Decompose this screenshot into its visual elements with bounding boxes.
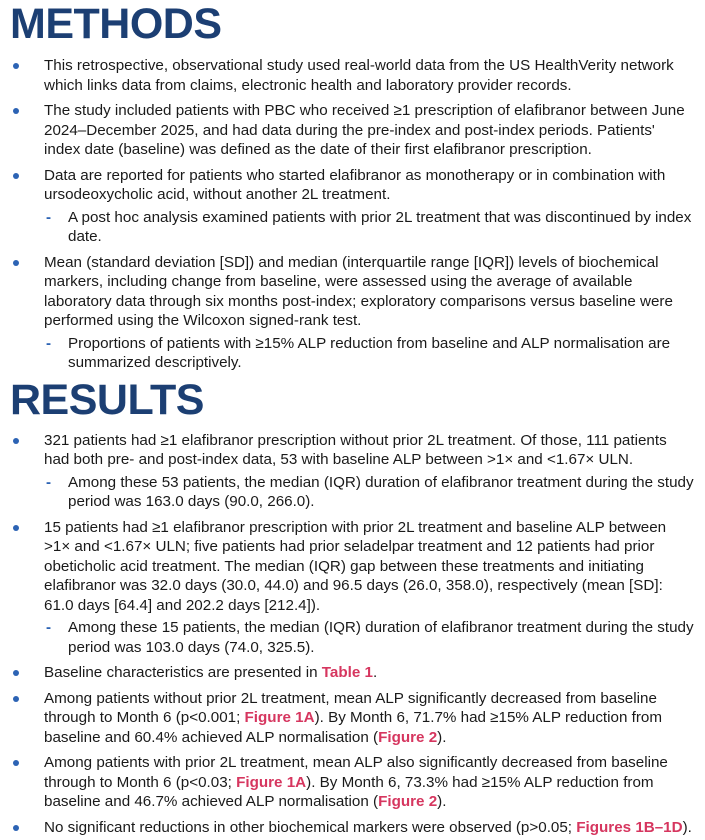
figures-1b-1d-reference-link[interactable]: Figures 1B–1D: [576, 818, 683, 836]
sub-bullet-text: Among these 53 patients, the median (IQR) duration of elafibranor treatment during the study period was 163.0 days (90.0, 266.0).: [68, 473, 694, 510]
dash-icon: -: [46, 619, 52, 636]
results-list: [10, 431, 695, 838]
bullet-icon: [13, 108, 19, 114]
methods-sub-bullet-3: [10, 208, 695, 247]
figure-1a-reference-link[interactable]: Figure 1A: [244, 709, 315, 726]
bullet-text: This retrospective, observational study used real-world data from the US HealthVerity network which links data from claims, electronic health and laboratory provider records.: [44, 57, 674, 94]
bullet-text-pre: Among patients with prior 2L treatment, mean ALP also significantly decreased from baseline through to Month 6 (p<0.03;: [44, 754, 668, 791]
methods-bullet-4: [10, 253, 695, 331]
bullet-icon: [13, 825, 19, 831]
bullet-text-post: ).: [437, 728, 447, 746]
methods-sub-bullet-4: [10, 334, 695, 373]
bullet-text-post: ).: [437, 793, 447, 810]
methods-bullet-1: [10, 56, 695, 95]
bullet-text-pre: Baseline characteristics are presented in: [44, 664, 322, 681]
results-bullet-3: [10, 663, 695, 683]
bullet-icon: [13, 173, 19, 179]
results-bullet-2: [10, 518, 695, 616]
bullet-text-mid: ). By Month 6, 71.7% had ≥15% ALP reduction from baseline and 60.4% achieved ALP normalisation (: [44, 709, 663, 746]
bullet-text-pre: Among patients without prior 2L treatment, mean ALP significantly decreased from baseline through to Month 6 (p<0.001;: [44, 689, 657, 726]
methods-list: [10, 56, 695, 373]
bullet-text-post: .: [372, 664, 378, 681]
table-1-reference-link[interactable]: Table 1: [321, 664, 373, 681]
methods-bullet-3: [10, 166, 695, 205]
bullet-text: 321 patients had ≥1 elafibranor prescription without prior 2L treatment. Of those, 111 patients had both pre- and post-index data, 53 with baseline ALP between >1× and <1.67× ULN.: [44, 431, 667, 468]
bullet-icon: [13, 670, 19, 676]
dash-icon: -: [46, 473, 52, 491]
results-sub-bullet-2: [10, 618, 695, 657]
sub-bullet-text: Proportions of patients with ≥15% ALP reduction from baseline and ALP normalisation are summarized descriptively.: [68, 334, 671, 371]
bullet-icon: [13, 63, 19, 69]
bullet-text-post: ).: [682, 818, 692, 836]
bullet-text-mid: ). By Month 6, 73.3% had ≥15% ALP reduction from baseline and 46.7% achieved ALP normalisation (: [44, 773, 654, 810]
results-bullet-1: [10, 431, 695, 470]
methods-bullet-2: [10, 101, 695, 160]
figure-2-reference-link[interactable]: Figure 2: [378, 728, 438, 746]
dash-icon: -: [46, 334, 52, 352]
bullet-icon: [13, 525, 19, 531]
bullet-text: The study included patients with PBC who received ≥1 prescription of elafibranor between June 2024–December 2025, and had data during the pre-index and post-index periods. Patients' index date (baseline) was defined as the date of their first elafibranor prescription.: [44, 102, 685, 158]
methods-heading: METHODS: [10, 0, 222, 48]
sub-bullet-text: A post hoc analysis examined patients with prior 2L treatment that was discontinued by index date.: [68, 208, 692, 245]
bullet-icon: [13, 696, 19, 702]
bullet-text: 15 patients had ≥1 elafibranor prescription with prior 2L treatment and baseline ALP between >1× and <1.67× ULN; five patients had prior seladelpar treatment and 12 patients had prior obeticholic acid treatment. The median (IQR) gap between these treatments and initiating elafibranor was 32.0 days (30.0, 44.0) and 96.5 days (26.0, 358.0), respectively (mean [SD]: 61.0 days [64.4] and 202.2 days [212.4]).: [44, 518, 667, 614]
results-heading: RESULTS: [10, 375, 204, 424]
bullet-icon: [13, 260, 19, 266]
bullet-text: Data are reported for patients who started elafibranor as monotherapy or in combination with ursodeoxycholic acid, without another 2L treatment.: [44, 166, 666, 203]
bullet-icon: [13, 438, 19, 444]
results-bullet-5: [10, 753, 695, 812]
bullet-text: Mean (standard deviation [SD]) and median (interquartile range [IQR]) levels of biochemical markers, including change from baseline, were assessed using the average of available laboratory data through six months post-index; exploratory comparisons versus baseline were performed using the Wilcoxon signed-rank test.: [44, 253, 673, 329]
results-bullet-4: [10, 689, 695, 748]
results-sub-bullet-1: [10, 473, 695, 512]
figure-1a-reference-link[interactable]: Figure 1A: [236, 773, 307, 791]
figure-2-reference-link[interactable]: Figure 2: [378, 793, 438, 810]
results-bullet-6: [10, 818, 695, 838]
sub-bullet-text: Among these 15 patients, the median (IQR) duration of elafibranor treatment during the study period was 103.0 days (74.0, 325.5).: [68, 619, 694, 656]
dash-icon: -: [46, 208, 52, 226]
bullet-icon: [13, 760, 19, 766]
bullet-text-pre: No significant reductions in other biochemical markers were observed (p>0.05;: [44, 818, 577, 836]
